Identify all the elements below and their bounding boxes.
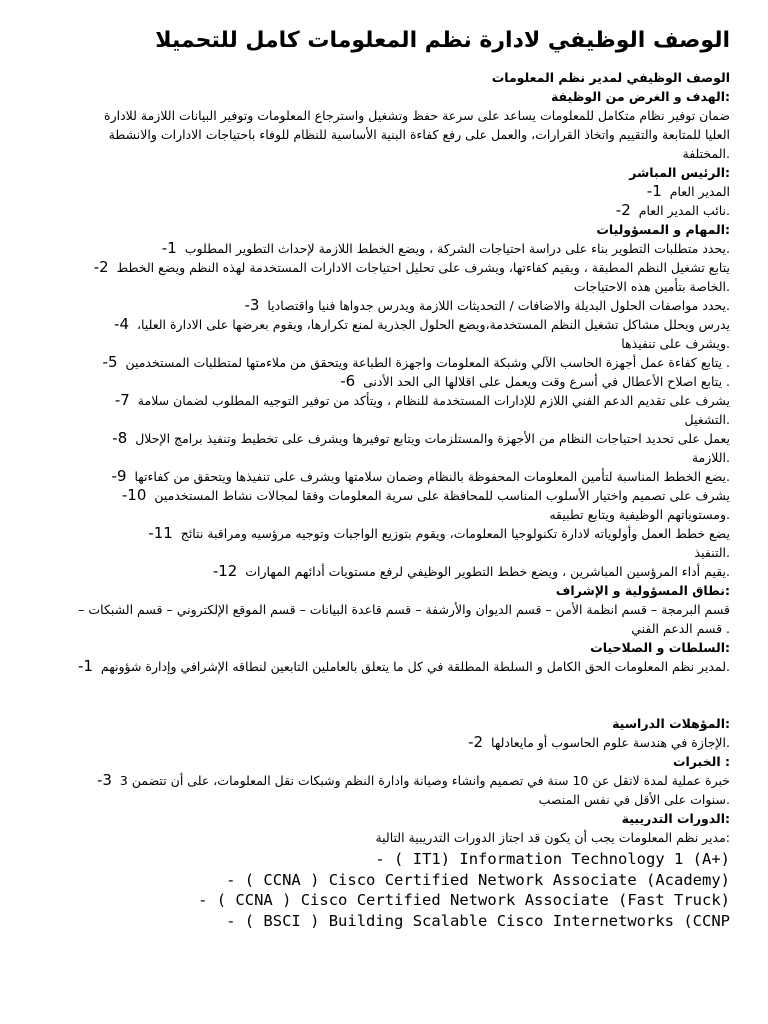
list-item-text: .اللازمة <box>691 450 730 465</box>
goal-heading: :الهدف و الغرض من الوظيفة <box>550 89 730 104</box>
list-item <box>36 505 730 524</box>
list-item <box>36 543 730 562</box>
section-spacer <box>36 676 730 714</box>
list-item-text: .نائب المدير العام <box>638 203 730 218</box>
list-item <box>36 201 730 220</box>
list-item <box>36 296 730 315</box>
list-item <box>36 277 730 296</box>
goal-line: ضمان توفير نظام متكامل للمعلومات يساعد على سرعة حفظ وتشغيل واسترجاع المعلومات وتوفير البيانات اللازمة للادارة <box>104 108 730 123</box>
goal-paragraph <box>36 106 730 163</box>
goal-line: العليا للمتابعة والتقييم واتخاذ القرارات، والعمل على رفع كفاءة البنية الأساسية للنظام للوفاء باحتياجات الادارات والانشطة <box>108 127 730 142</box>
list-item-text: يتابع تشغيل النظم المطبقة ، ويقيم كفاءتها، ويشرف على تحليل احتياجات الادارات المستخدمة لهذه النظم ويضع الخطط <box>116 260 730 275</box>
document-title: الوصف الوظيفي لادارة نظم المعلومات كامل للتحميلا <box>155 28 730 53</box>
list-item-text: . يتابع اصلاح الأعطال في أسرع وقت ويعمل على اقلالها الى الحد الأدنى <box>363 374 730 389</box>
list-item-number: 11- <box>148 524 173 542</box>
list-item-number: 3- <box>244 296 260 314</box>
list-item <box>36 467 730 486</box>
list-item-number: 1- <box>161 239 177 257</box>
training-course: - ( CCNA ) Cisco Certified Network Associate (Academy) <box>226 870 730 889</box>
list-item-number: 1- <box>646 182 662 200</box>
list-item-text: يضع خطط العمل وأولوياته لادارة تكنولوجيا المعلومات، ويقوم بتوزيع الواجبات وتوجيه مرؤسيه ومراقبة نتائج <box>180 526 730 541</box>
list-item-text: يشرف على تقديم الدعم الفني اللازم للإدارات المستخدمة للنظام ، ويتأكد من توفير التوجيه المطلوب لضمان سلامة <box>137 393 730 408</box>
list-item-number: 4- <box>114 315 130 333</box>
list-item-text: يدرس ويحلل مشاكل تشغيل النظم المستخدمة،ويضع الحلول الجذرية لمنع تكرارها، ويقوم بعرضها على الادارة العليا، <box>136 317 730 332</box>
list-item-text: .الإجازة في هندسة علوم الحاسوب أو مايعادلها <box>491 735 730 750</box>
training-course: - ( CCNA ) Cisco Certified Network Associate (Fast Truck) <box>198 891 730 909</box>
list-item <box>36 733 730 752</box>
training-heading: :الدورات التدريبية <box>621 811 730 826</box>
list-item-number: 12- <box>212 562 238 580</box>
list-item-number: 7- <box>114 391 130 409</box>
experience-list <box>36 771 730 809</box>
list-item-text: خبرة عملية لمدة لاتقل عن 10 سنة في تصميم وانشاء وصيانة وادارة النظم وشبكات نقل المعلومات، على أن تتضمن 3 <box>119 773 730 788</box>
list-item-text: .ومستوياتهم الوظيفية ويتابع تطبيقه <box>549 507 730 522</box>
list-item <box>36 448 730 467</box>
authority-heading: :السلطات و الصلاحيات <box>590 640 730 655</box>
training-course: - ( BSCI ) Building Scalable Cisco Internetworks (CCNP <box>226 911 730 930</box>
list-item <box>36 429 730 448</box>
document-body <box>36 68 730 847</box>
list-item-text: .ويشرف على تنفيذها <box>621 336 730 351</box>
list-item <box>36 771 730 790</box>
list-item <box>36 790 730 809</box>
list-item <box>36 391 730 410</box>
qualifications-list <box>36 733 730 752</box>
list-item-text: .التنفيذ <box>694 545 730 560</box>
list-item-number: 9- <box>111 467 127 485</box>
list-item-text: .يضع الخطط المناسبة لتأمين المعلومات المحفوظة بالنظام وضمان سلامتها ويشرف على تنفيذها ويتحقق من كفاءتها <box>134 469 730 484</box>
list-item-text: .يحدد متطلبات التطوير بناء على دراسة احتياجات الشركة ، ويضع الخطط اللازمة لإحداث التطوير المطلوب <box>184 241 730 256</box>
list-item <box>36 182 730 201</box>
subtitle: الوصف الوظيفي لمدير نظم المعلومات <box>491 70 730 85</box>
duties-list <box>36 239 730 581</box>
list-item <box>36 353 730 372</box>
list-item-number: 2- <box>93 258 109 276</box>
training-course-list <box>36 849 730 931</box>
list-item-text: يعمل على تحديد احتياجات النظام من الأجهزة والمستلزمات ويتابع توفيرها ويشرف على تخطيط وتنفيذ برامج الإحلال <box>135 431 730 446</box>
list-item-number: 1- <box>78 657 93 675</box>
authority-list <box>36 657 730 676</box>
scope-paragraph <box>36 600 730 638</box>
list-item-text: .سنوات على الأقل في نفس المنصب <box>538 792 730 807</box>
list-item-number: 2- <box>468 733 484 751</box>
list-item <box>36 657 730 676</box>
qualifications-heading: :المؤهلات الدراسية <box>612 716 730 731</box>
scope-heading: :نطاق المسؤولية و الإشراف <box>555 583 730 598</box>
list-item-text: .التشغيل <box>684 412 730 427</box>
list-item <box>36 315 730 334</box>
goal-line: .المختلفة <box>682 146 730 161</box>
list-item <box>36 239 730 258</box>
list-item-text: .الخاصة بتأمين هذه الاحتياجات <box>573 279 730 294</box>
list-item-number: 5- <box>102 353 118 371</box>
list-item-text: يشرف على تصميم واختيار الأسلوب المناسب للمحافظة على سرية المعلومات وفقا لمجالات نشاط المستخدمين <box>154 488 730 503</box>
experience-heading: : الخبرات <box>672 754 730 769</box>
list-item-number: 2- <box>615 201 631 219</box>
training-course: - ( IT1) Information Technology 1 (A+) <box>375 850 730 868</box>
supervisor-list <box>36 182 730 220</box>
supervisor-heading: :الرئيس المباشر <box>629 165 730 180</box>
list-item-text: .يحدد مواصفات الحلول البديلة والاضافات / التحديثات اللازمة ويدرس جدواها فنيا واقتصاديا <box>267 298 730 313</box>
list-item <box>36 334 730 353</box>
list-item-text: . يتابع كفاءة عمل أجهزة الحاسب الآلي وشبكة المعلومات واجهزة الطباعة ويتحقق من ملاءمتها لمتطلبات المستخدمين <box>125 355 730 370</box>
list-item-number: 8- <box>112 429 128 447</box>
list-item-number: 3- <box>97 771 112 789</box>
list-item-text: .لمدير نظم المعلومات الحق الكامل و السلطة المطلقة في كل ما يتعلق بالعاملين التابعين لنطاقه الإشرافي وإدارة شؤونهم <box>100 659 730 674</box>
list-item-text: .يقيم أداء المرؤسين المباشرين ، ويضع خطط التطوير الوظيفي لرفع مستويات أدائهم المهارات <box>245 564 730 579</box>
list-item <box>36 258 730 277</box>
list-item-number: 10- <box>121 486 147 504</box>
list-item <box>36 486 730 505</box>
list-item <box>36 524 730 543</box>
list-item <box>36 410 730 429</box>
scope-line: قسم البرمجة – قسم انظمة الأمن – قسم الديوان والأرشفة – قسم قاعدة البيانات – قسم الموقع الإلكتروني – قسم الشبكات – <box>78 602 730 617</box>
training-intro: :مدير نظم المعلومات يجب أن يكون قد اجتاز الدورات التدريبية التالية <box>375 830 730 845</box>
scope-line: . قسم الدعم الفني <box>631 621 730 636</box>
list-item-number: 6- <box>340 372 356 390</box>
list-item <box>36 562 730 581</box>
list-item <box>36 372 730 391</box>
duties-heading: :المهام و المسؤوليات <box>596 222 730 237</box>
list-item-text: المدير العام <box>669 184 730 199</box>
